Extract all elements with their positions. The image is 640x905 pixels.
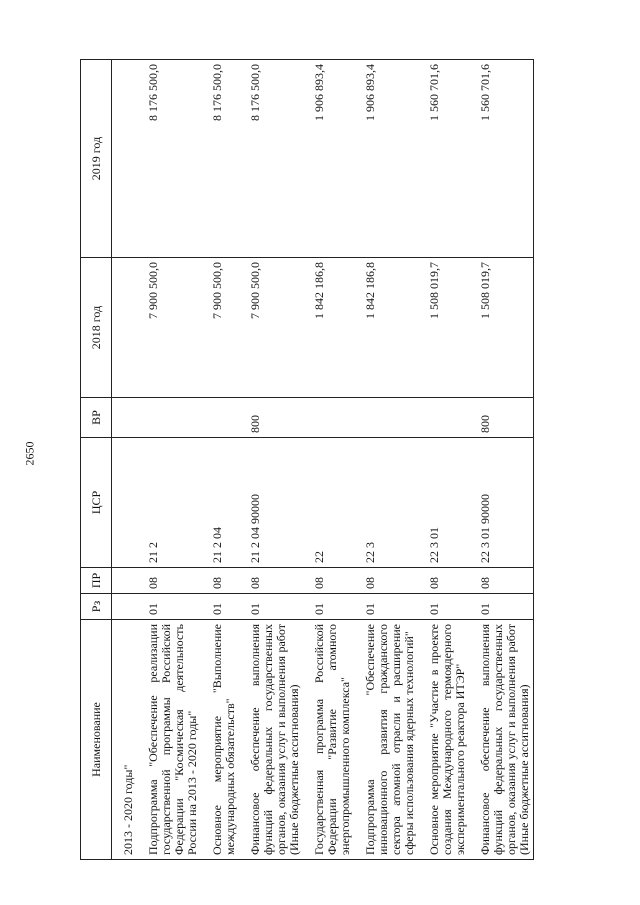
row-rz-cell: 01 bbox=[469, 594, 534, 620]
row-vr-cell: 800 bbox=[469, 398, 534, 438]
row-2019-cell: 8 176 500,0 bbox=[239, 60, 303, 258]
row-2019-cell: 8 176 500,0 bbox=[201, 60, 239, 258]
table-row bbox=[469, 60, 534, 860]
row-2018-cell: 7 900 500,0 bbox=[201, 258, 239, 398]
table-row bbox=[239, 60, 303, 860]
header-2018: 2018 год bbox=[81, 258, 112, 398]
header-vr: ВР bbox=[81, 398, 112, 438]
row-2018-cell: 7 900 500,0 bbox=[137, 258, 201, 398]
row-2018-cell: 1 842 186,8 bbox=[303, 258, 354, 398]
row-2019-cell: 1 560 701,6 bbox=[418, 60, 469, 258]
row-2018-cell: 1 842 186,8 bbox=[354, 258, 418, 398]
row-pr-cell: 08 bbox=[418, 568, 469, 594]
row-csr-cell: 22 3 01 90000 bbox=[469, 438, 534, 568]
row-name-cell: Финансовое обеспечение выполнения функций федеральных государственных органов, оказания услуг и выполнения работ (Иные бюджетные ассигнования) bbox=[239, 620, 303, 860]
row-vr-cell: 800 bbox=[239, 398, 303, 438]
page-number: 2650 bbox=[22, 441, 37, 466]
table-row bbox=[418, 60, 469, 860]
row-vr-cell bbox=[418, 398, 469, 438]
row-name-cell: Подпрограмма "Обеспечение инновационного развития гражданского сектора атомной отрасли и расширение сферы использования ядерных технологий" bbox=[354, 620, 418, 860]
row-2019-cell: 1 906 893,4 bbox=[303, 60, 354, 258]
row-csr-cell: 22 3 01 bbox=[418, 438, 469, 568]
row-2018-cell: 1 508 019,7 bbox=[469, 258, 534, 398]
row-vr-cell bbox=[303, 398, 354, 438]
row-name-cell: Основное мероприятие "Выполнение международных обязательств" bbox=[201, 620, 239, 860]
row-rz-cell: 01 bbox=[137, 594, 201, 620]
row-2018-cell: 1 508 019,7 bbox=[418, 258, 469, 398]
row-rz-cell: 01 bbox=[418, 594, 469, 620]
row-2019-cell: 1 560 701,6 bbox=[469, 60, 534, 258]
row-csr-cell: 21 2 04 90000 bbox=[239, 438, 303, 568]
header-rz: Рз bbox=[81, 594, 112, 620]
row-name-cell: 2013 - 2020 годы" bbox=[112, 620, 138, 860]
table-row bbox=[112, 60, 138, 860]
table-row bbox=[137, 60, 201, 860]
row-pr-cell: 08 bbox=[239, 568, 303, 594]
header-pr: ПР bbox=[81, 568, 112, 594]
row-pr-cell: 08 bbox=[303, 568, 354, 594]
row-csr-cell bbox=[112, 438, 138, 568]
table-row bbox=[303, 60, 354, 860]
row-pr-cell: 08 bbox=[137, 568, 201, 594]
row-pr-cell: 08 bbox=[469, 568, 534, 594]
table-row bbox=[201, 60, 239, 860]
row-csr-cell: 21 2 04 bbox=[201, 438, 239, 568]
row-csr-cell: 22 bbox=[303, 438, 354, 568]
row-rz-cell: 01 bbox=[303, 594, 354, 620]
header-name: Наименование bbox=[81, 620, 112, 860]
row-name-cell: Подпрограмма "Обеспечение реализации государственной программы Российской Федерации "Космическая деятельность России на 2013 - 2020 годы" bbox=[137, 620, 201, 860]
row-2019-cell: 8 176 500,0 bbox=[137, 60, 201, 258]
row-name-cell: Основное мероприятие "Участие в проекте создания Международного термоядерного экспериментального реактора ИТЭР" bbox=[418, 620, 469, 860]
row-rz-cell bbox=[112, 594, 138, 620]
budget-table bbox=[80, 59, 534, 860]
row-pr-cell: 08 bbox=[201, 568, 239, 594]
row-2018-cell bbox=[112, 258, 138, 398]
row-vr-cell bbox=[137, 398, 201, 438]
row-vr-cell bbox=[354, 398, 418, 438]
table-body bbox=[112, 60, 534, 860]
rotated-page bbox=[80, 60, 620, 860]
row-name-cell: Государственная программа Российской Федерации "Развитие атомного энергопромышленного комплекса" bbox=[303, 620, 354, 860]
row-rz-cell: 01 bbox=[239, 594, 303, 620]
header-2019: 2019 год bbox=[81, 60, 112, 258]
row-pr-cell bbox=[112, 568, 138, 594]
row-rz-cell: 01 bbox=[201, 594, 239, 620]
row-csr-cell: 21 2 bbox=[137, 438, 201, 568]
row-vr-cell bbox=[112, 398, 138, 438]
row-name-cell: Финансовое обеспечение выполнения функций федеральных государственных органов, оказания услуг и выполнения работ (Иные бюджетные ассигнования) bbox=[469, 620, 534, 860]
row-rz-cell: 01 bbox=[354, 594, 418, 620]
row-csr-cell: 22 3 bbox=[354, 438, 418, 568]
row-2019-cell: 1 906 893,4 bbox=[354, 60, 418, 258]
table-row bbox=[354, 60, 418, 860]
header-csr: ЦСР bbox=[81, 438, 112, 568]
row-2018-cell: 7 900 500,0 bbox=[239, 258, 303, 398]
row-pr-cell: 08 bbox=[354, 568, 418, 594]
row-vr-cell bbox=[201, 398, 239, 438]
row-2019-cell bbox=[112, 60, 138, 258]
table-header bbox=[81, 60, 112, 860]
